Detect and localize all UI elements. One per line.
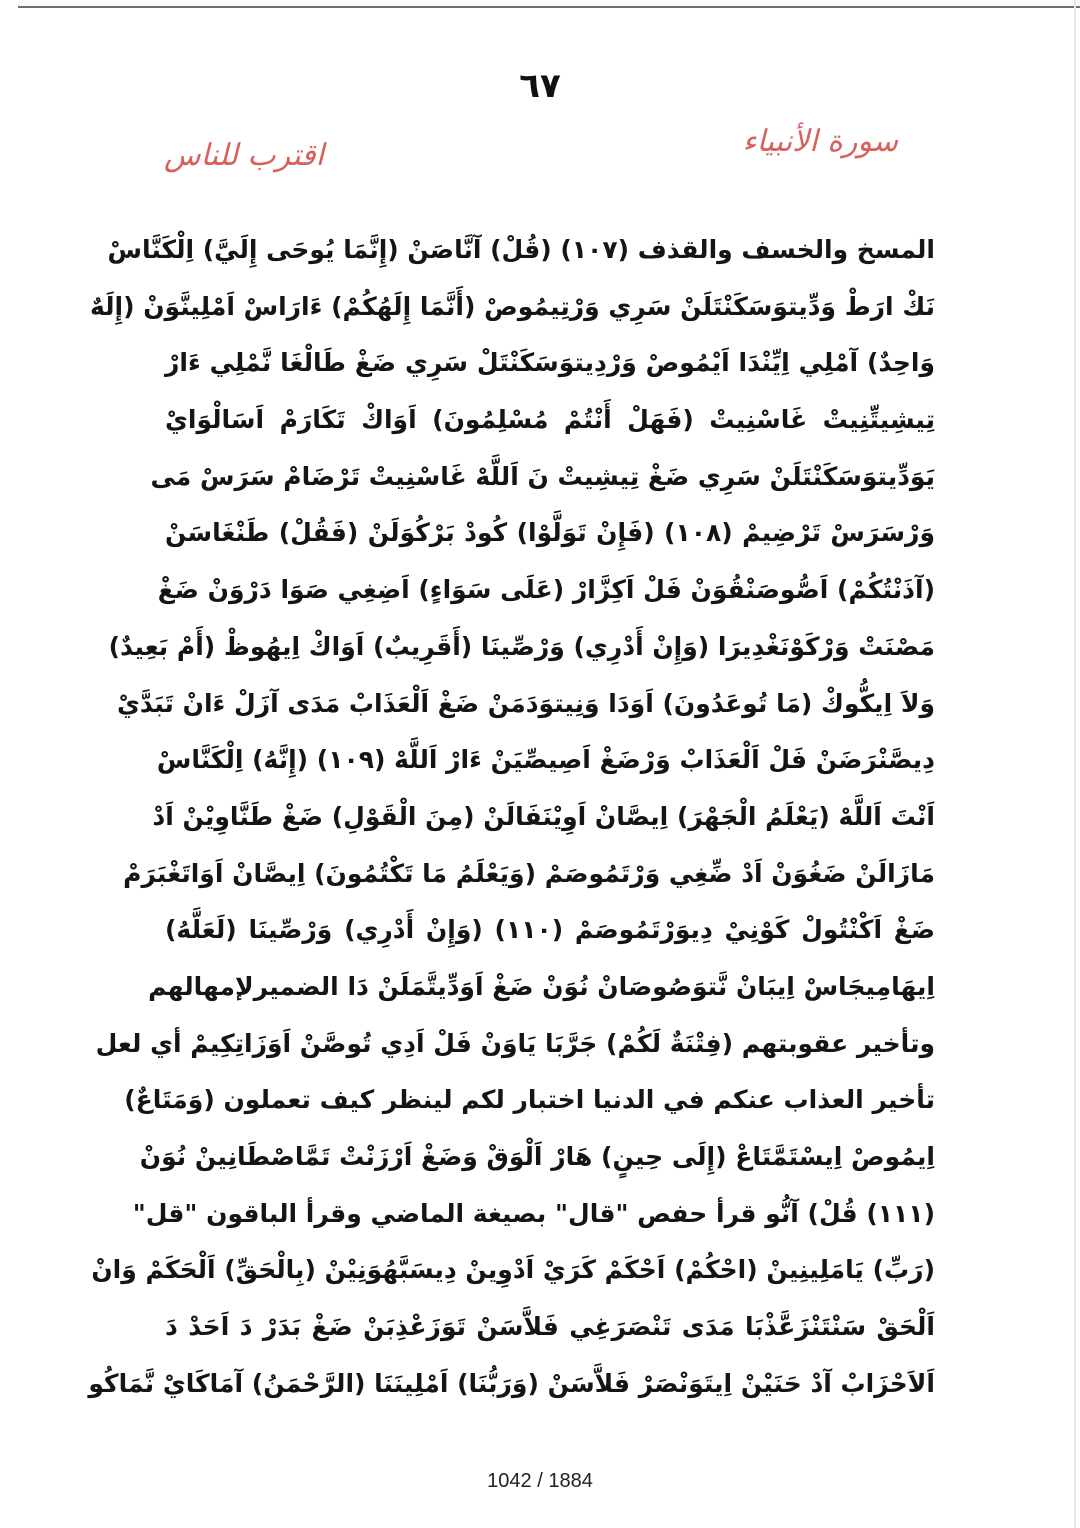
text-line-14: اِيهَامِيجَاسْ اِيبَانْ نَّتوَصُوصَانْ نُوَنْ ضَغْ اَوَدِّيتَّمَلَنْ دَا الضميرلإمهالهم (148, 971, 935, 1001)
pdf-page-counter: 1042 / 1884 (487, 1470, 593, 1492)
text-line-19: (رَبِّ) يَامَلِينِينْ (احْكُمْ) اَحْكَمْ كَرَيْ اَدْوِينْ دِيسَبَّهُوَنِيْنْ (بِالْحَقِّ) اَلْحَكَمْ وَانْ (91, 1255, 935, 1285)
text-line-3: وَاحِدٌ) آمْلِي اِيِّنْدَا اَيْمُوصْ وَرْدِيتوَسَكَنْتَلْ سَرِي ضَغْ طَالْغَا نَّمْلِي ءَارْ (165, 348, 935, 378)
text-line-8: مَصْنَتْ وَرْكَوْنَغْدِيرَا (وَإِنْ أَدْرِي) وَرْصِّينَا (أَقَرِيبٌ) اَوَاكْ اِيهُوظْ (أَمْ بَعِيدٌ) (108, 631, 935, 661)
juz-name-handwritten: اقترب للناس (164, 138, 324, 173)
text-line-9: وَلاَ اِيكُّوكْ (مَا تُوعَدُونَ) اَوَدَا وَنِيتوَدَمَنْ ضَغْ اَلْعَذَابْ مَدَى آزَلْ ءَانْ تَبَدَّيْ (116, 688, 935, 718)
surah-name-handwritten: سورة الأنبياء (742, 124, 898, 159)
text-line-21: اَلاَحْزَابْ آدْ حَنَيْنْ اِيتَوَنْصَرْ فَلاَّسَنْ (وَرَبُّنَا) اَمْلِينَنَا (الرَّحْمَنُ) آمَاكَايْ نَّمَاكُو (88, 1368, 935, 1398)
tafsir-text-block (88, 222, 935, 1412)
text-line-1: المسخ والخسف والقذف (١٠٧) (قُلْ) آنَّاصَنْ (إِنَّمَا يُوحَى إِلَيَّ) اِلْكَنَّاسْ (107, 235, 935, 264)
scan-top-edge (18, 0, 1080, 8)
text-line-16: تأخير العذاب عنكم في الدنيا اختبار لكم لينظر كيف تعملون (وَمَتَاعٌ) (124, 1085, 935, 1115)
text-line-17: اِيمُوصْ اِيسْتَمَّتَاعْ (إِلَى حِينٍ) هَارْ اَلْوَقْ وَضَغْ اَرْزَنْتْ تَمَّاصْطَانِينْ نُوَنْ (139, 1142, 935, 1171)
text-line-10: دِيصَّنْرَضَنْ فَلْ اَلْعَذَابْ وَرْضَغْ اَصِيصِّيَنْ ءَارْ اَللَّهْ (١٠٩) (إِنَّهُ) اِلْكَنَّاسْ (156, 745, 935, 775)
text-line-13: ضَغْ اَكْنْتُولْ كَوْنِيْ دِيوَرْتَمُوصَمْ (١١٠) (وَإِنْ أَدْرِي) وَرْصِّينَا (لَعَلَّهُ) (165, 915, 935, 945)
text-line-6: وَرْسَرَسْ تَرْضِيمْ (١٠٨) (فَإِنْ تَوَلَّوْا) كُودْ بَرْكُوَلَنْ (فَقُلْ) طَنْغَاسَنْ (165, 518, 935, 548)
text-line-18: (١١١) قُلْ) آنُّو قرأ حفص "قال" بصيغة الماضي وقرأ الباقون "قل" (132, 1198, 935, 1228)
scan-right-edge (1074, 0, 1076, 1528)
text-line-7: (آذَنْتُكُمْ) اَصُّوصَنْقُوَنْ فَلْ اَكِزَّارْ (عَلَى سَوَاءٍ) اَضِغِي صَوَا دَرْوَنْ ضَغْ (157, 575, 935, 605)
text-line-4: تِيشِيتِّنِيتْ غَاسْنِيتْ (فَهَلْ أَنْتُمْ مُسْلِمُونَ) اَوَاكْ تَكَارَمْ اَسَالْوَايْ (165, 405, 935, 435)
page-number: ٦٧ (519, 66, 561, 106)
text-line-11: اَنْتَ اَللَّهْ (يَعْلَمُ الْجَهْرَ) اِيصَّانْ اَوِيْنَفَالَنْ (مِنَ الْقَوْلِ) ضَغْ طَنَّاوِيْنْ اَدْ (152, 801, 935, 831)
text-line-12: مَازَالَنْ ضَغُوَنْ اَدْ ضِّغِي وَرْتَمُوصَمْ (وَيَعْلَمُ مَا تَكْتُمُونَ) اِيصَّانْ اَوَاتَغْبَرَمْ (123, 858, 935, 888)
text-line-2: نَكْ ارَطْ وَدِّيتوَسَكَنْتَلَنْ سَرِي وَرْتِيمُوصْ (أَنَّمَا إِلَهُكُمْ) ءَارَاسْ اَمْلِينَّوَنْ (إِلَهٌ (89, 291, 935, 321)
text-line-15: وتأخير عقوبتهم (فِتْنَةٌ لَكُمْ) جَرَّبَا يَاوَنْ فَلْ اَدِي تُوصَّنْ اَوَزَاتِكِيمْ أي لعل (95, 1028, 935, 1058)
text-line-5: يَوَدِّيتوَسَكَنْتَلَنْ سَرِي ضَغْ تِيشِيتْ نَ اَللَّهْ غَاسْنِيتْ تَرْضَامْ سَرَسْ مَى (150, 461, 935, 491)
text-line-20: اَلْحَقْ سَنْتَنْزَعَّذْبَا مَدَى تَنْصَرَغِي فَلاَّسَنْ تَوَزَعْذِبَنْ ضَغْ بَدَرْ دَ اَحَدْ دَ (165, 1312, 935, 1342)
